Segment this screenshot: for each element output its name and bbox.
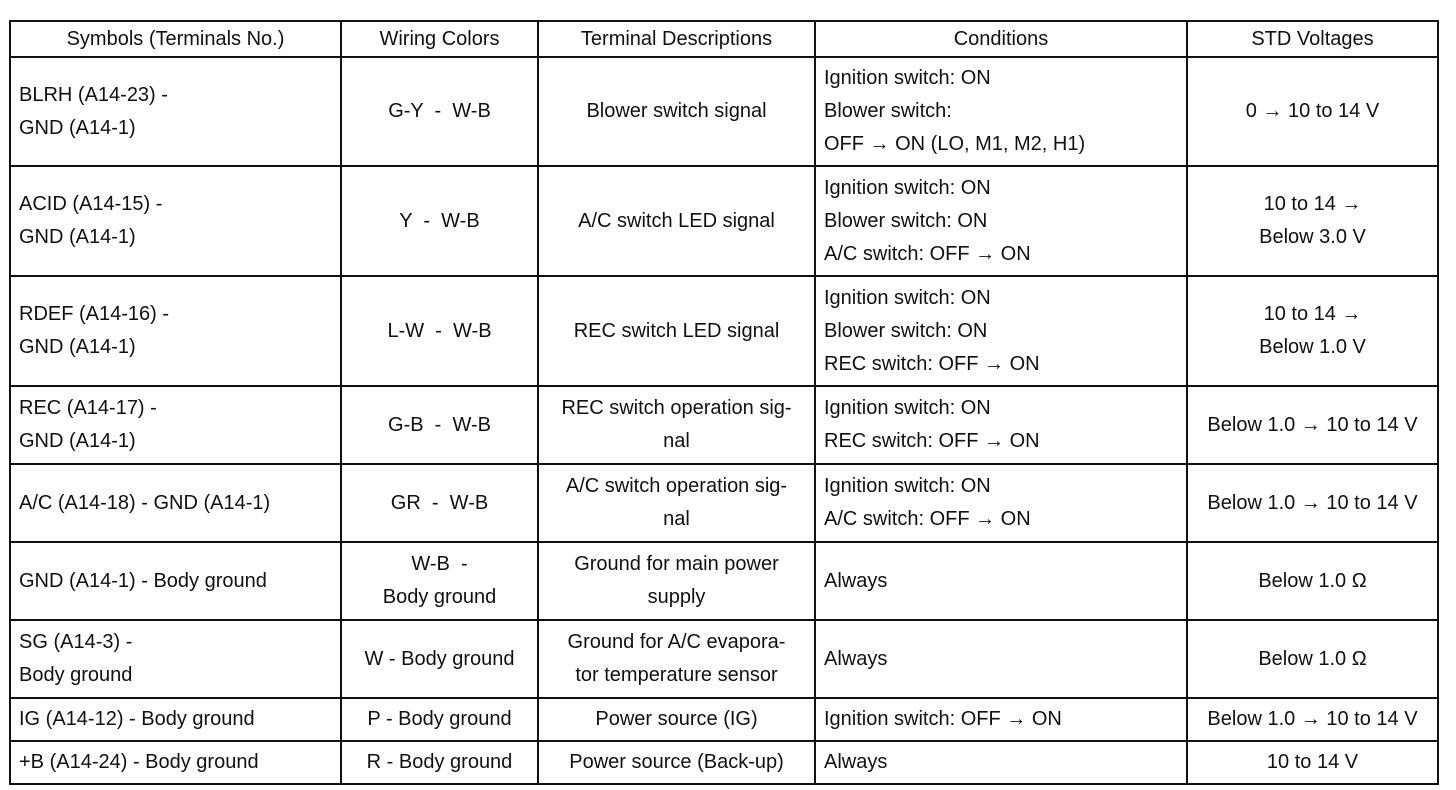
description-cell bbox=[538, 542, 815, 620]
description-cell bbox=[538, 386, 815, 464]
condition-text: Blower switch: ON bbox=[824, 319, 988, 342]
voltage-cell bbox=[1187, 620, 1438, 698]
conditions-cell bbox=[815, 741, 1187, 784]
symbol-cell bbox=[10, 57, 341, 166]
table-row bbox=[10, 741, 1438, 784]
description-text: supply bbox=[647, 586, 706, 608]
header-conditions: Conditions bbox=[815, 21, 1187, 57]
voltage-text: 10 to 14 → bbox=[1263, 193, 1362, 215]
description-cell bbox=[538, 57, 815, 166]
symbol-text: SG (A14-3) - bbox=[19, 631, 133, 653]
conditions-cell bbox=[815, 386, 1187, 464]
description-text: REC switch LED signal bbox=[573, 319, 780, 342]
wiring-text: Body ground bbox=[382, 586, 497, 608]
table-row bbox=[10, 276, 1438, 386]
table-row bbox=[10, 57, 1438, 166]
symbol-text: +B (A14-24) - Body ground bbox=[19, 751, 259, 773]
wiring-text: GR - W-B bbox=[390, 491, 489, 514]
description-text: A/C switch LED signal bbox=[578, 209, 775, 232]
voltage-cell bbox=[1187, 464, 1438, 542]
voltage-text: Below 1.0 → 10 to 14 V bbox=[1207, 491, 1418, 514]
description-cell bbox=[538, 276, 815, 386]
wiring-cell bbox=[341, 464, 538, 542]
symbol-text: BLRH (A14-23) - bbox=[19, 83, 168, 106]
table-row bbox=[10, 166, 1438, 276]
wiring-cell bbox=[341, 276, 538, 386]
symbol-text: A/C (A14-18) - GND (A14-1) bbox=[19, 491, 271, 514]
description-cell bbox=[538, 166, 815, 276]
condition-text: Ignition switch: ON bbox=[824, 475, 991, 497]
conditions-cell bbox=[815, 464, 1187, 542]
voltage-cell bbox=[1187, 57, 1438, 166]
symbol-cell bbox=[10, 464, 341, 542]
header-terminal-descriptions: Terminal Descriptions bbox=[538, 21, 815, 57]
voltage-text: Below 1.0 Ω bbox=[1258, 647, 1367, 670]
symbol-text: RDEF (A14-16) - bbox=[19, 303, 170, 325]
description-text: Blower switch signal bbox=[586, 100, 767, 122]
wiring-cell bbox=[341, 620, 538, 698]
wiring-text: P - Body ground bbox=[367, 708, 512, 730]
description-text: nal bbox=[663, 430, 690, 452]
voltage-cell bbox=[1187, 741, 1438, 784]
wiring-cell bbox=[341, 698, 538, 741]
table-row bbox=[10, 698, 1438, 741]
description-cell bbox=[538, 620, 815, 698]
wiring-text: G-Y - W-B bbox=[388, 100, 491, 122]
conditions-cell bbox=[815, 542, 1187, 620]
description-text: Ground for main power bbox=[574, 553, 779, 575]
voltage-text: Below 1.0 → 10 to 14 V bbox=[1207, 708, 1418, 730]
terminal-voltage-table bbox=[9, 20, 1439, 785]
condition-text: Always bbox=[824, 751, 888, 773]
wiring-cell bbox=[341, 166, 538, 276]
wiring-text: W - Body ground bbox=[364, 647, 515, 670]
condition-text: Always bbox=[824, 647, 888, 670]
description-cell bbox=[538, 464, 815, 542]
wiring-text: G-B - W-B bbox=[388, 413, 491, 436]
condition-text: REC switch: OFF → ON bbox=[824, 352, 1040, 375]
voltage-cell bbox=[1187, 386, 1438, 464]
description-text: tor temperature sensor bbox=[575, 664, 778, 686]
header-wiring-colors: Wiring Colors bbox=[341, 21, 538, 57]
conditions-cell bbox=[815, 620, 1187, 698]
condition-text: Ignition switch: ON bbox=[824, 286, 991, 309]
wiring-cell bbox=[341, 386, 538, 464]
condition-text: REC switch: OFF → ON bbox=[824, 430, 1040, 452]
table-row bbox=[10, 542, 1438, 620]
conditions-cell bbox=[815, 698, 1187, 741]
wiring-text: W-B - bbox=[411, 553, 468, 575]
wiring-cell bbox=[341, 741, 538, 784]
header-symbols: Symbols (Terminals No.) bbox=[10, 21, 341, 57]
symbol-text: Body ground bbox=[19, 664, 133, 686]
conditions-cell bbox=[815, 276, 1187, 386]
symbol-cell bbox=[10, 166, 341, 276]
wiring-cell bbox=[341, 57, 538, 166]
table-row bbox=[10, 386, 1438, 464]
voltage-cell bbox=[1187, 276, 1438, 386]
header-std-voltages: STD Voltages bbox=[1187, 21, 1438, 57]
table-row bbox=[10, 620, 1438, 698]
wiring-text: L-W - W-B bbox=[387, 319, 492, 342]
voltage-text: Below 3.0 V bbox=[1259, 226, 1366, 248]
conditions-cell bbox=[815, 166, 1187, 276]
voltage-cell bbox=[1187, 166, 1438, 276]
symbol-cell bbox=[10, 620, 341, 698]
symbol-text: GND (A14-1) bbox=[19, 336, 136, 358]
wiring-text: R - Body ground bbox=[366, 751, 513, 773]
condition-text: Ignition switch: ON bbox=[824, 67, 991, 89]
symbol-cell bbox=[10, 276, 341, 386]
wiring-cell bbox=[341, 542, 538, 620]
symbol-text: GND (A14-1) bbox=[19, 226, 136, 248]
header-row bbox=[10, 21, 1438, 57]
voltage-text: Below 1.0 → 10 to 14 V bbox=[1207, 413, 1418, 436]
condition-text: OFF → ON (LO, M1, M2, H1) bbox=[824, 133, 1086, 155]
symbol-cell bbox=[10, 542, 341, 620]
condition-text: Blower switch: bbox=[824, 100, 952, 122]
symbol-cell bbox=[10, 741, 341, 784]
symbol-cell bbox=[10, 698, 341, 741]
symbol-text: GND (A14-1) - Body ground bbox=[19, 569, 267, 592]
symbol-text: GND (A14-1) bbox=[19, 116, 136, 139]
condition-text: Ignition switch: ON bbox=[824, 397, 991, 419]
description-text: Power source (IG) bbox=[595, 708, 758, 730]
description-text: REC switch operation sig- bbox=[561, 397, 792, 419]
table-row bbox=[10, 464, 1438, 542]
condition-text: Blower switch: ON bbox=[824, 209, 988, 232]
condition-text: Ignition switch: ON bbox=[824, 176, 991, 199]
voltage-text: 10 to 14 V bbox=[1266, 751, 1359, 773]
voltage-cell bbox=[1187, 542, 1438, 620]
description-text: Ground for A/C evapora- bbox=[567, 631, 786, 653]
voltage-text: Below 1.0 Ω bbox=[1258, 569, 1367, 592]
symbol-cell bbox=[10, 386, 341, 464]
voltage-text: Below 1.0 V bbox=[1259, 336, 1366, 358]
voltage-cell bbox=[1187, 698, 1438, 741]
symbol-text: ACID (A14-15) - bbox=[19, 193, 163, 215]
condition-text: Always bbox=[824, 569, 888, 592]
symbol-text: REC (A14-17) - bbox=[19, 397, 157, 419]
symbol-text: GND (A14-1) bbox=[19, 430, 136, 452]
wiring-text: Y - W-B bbox=[399, 209, 480, 232]
description-cell bbox=[538, 698, 815, 741]
voltage-text: 0 → 10 to 14 V bbox=[1245, 100, 1380, 122]
description-text: A/C switch operation sig- bbox=[565, 475, 788, 497]
symbol-text: IG (A14-12) - Body ground bbox=[19, 708, 255, 730]
condition-text: A/C switch: OFF → ON bbox=[824, 508, 1031, 530]
voltage-text: 10 to 14 → bbox=[1263, 303, 1362, 325]
condition-text: A/C switch: OFF → ON bbox=[824, 242, 1031, 265]
description-cell bbox=[538, 741, 815, 784]
description-text: Power source (Back-up) bbox=[569, 751, 784, 773]
description-text: nal bbox=[663, 508, 690, 530]
conditions-cell bbox=[815, 57, 1187, 166]
condition-text: Ignition switch: OFF → ON bbox=[824, 708, 1062, 730]
